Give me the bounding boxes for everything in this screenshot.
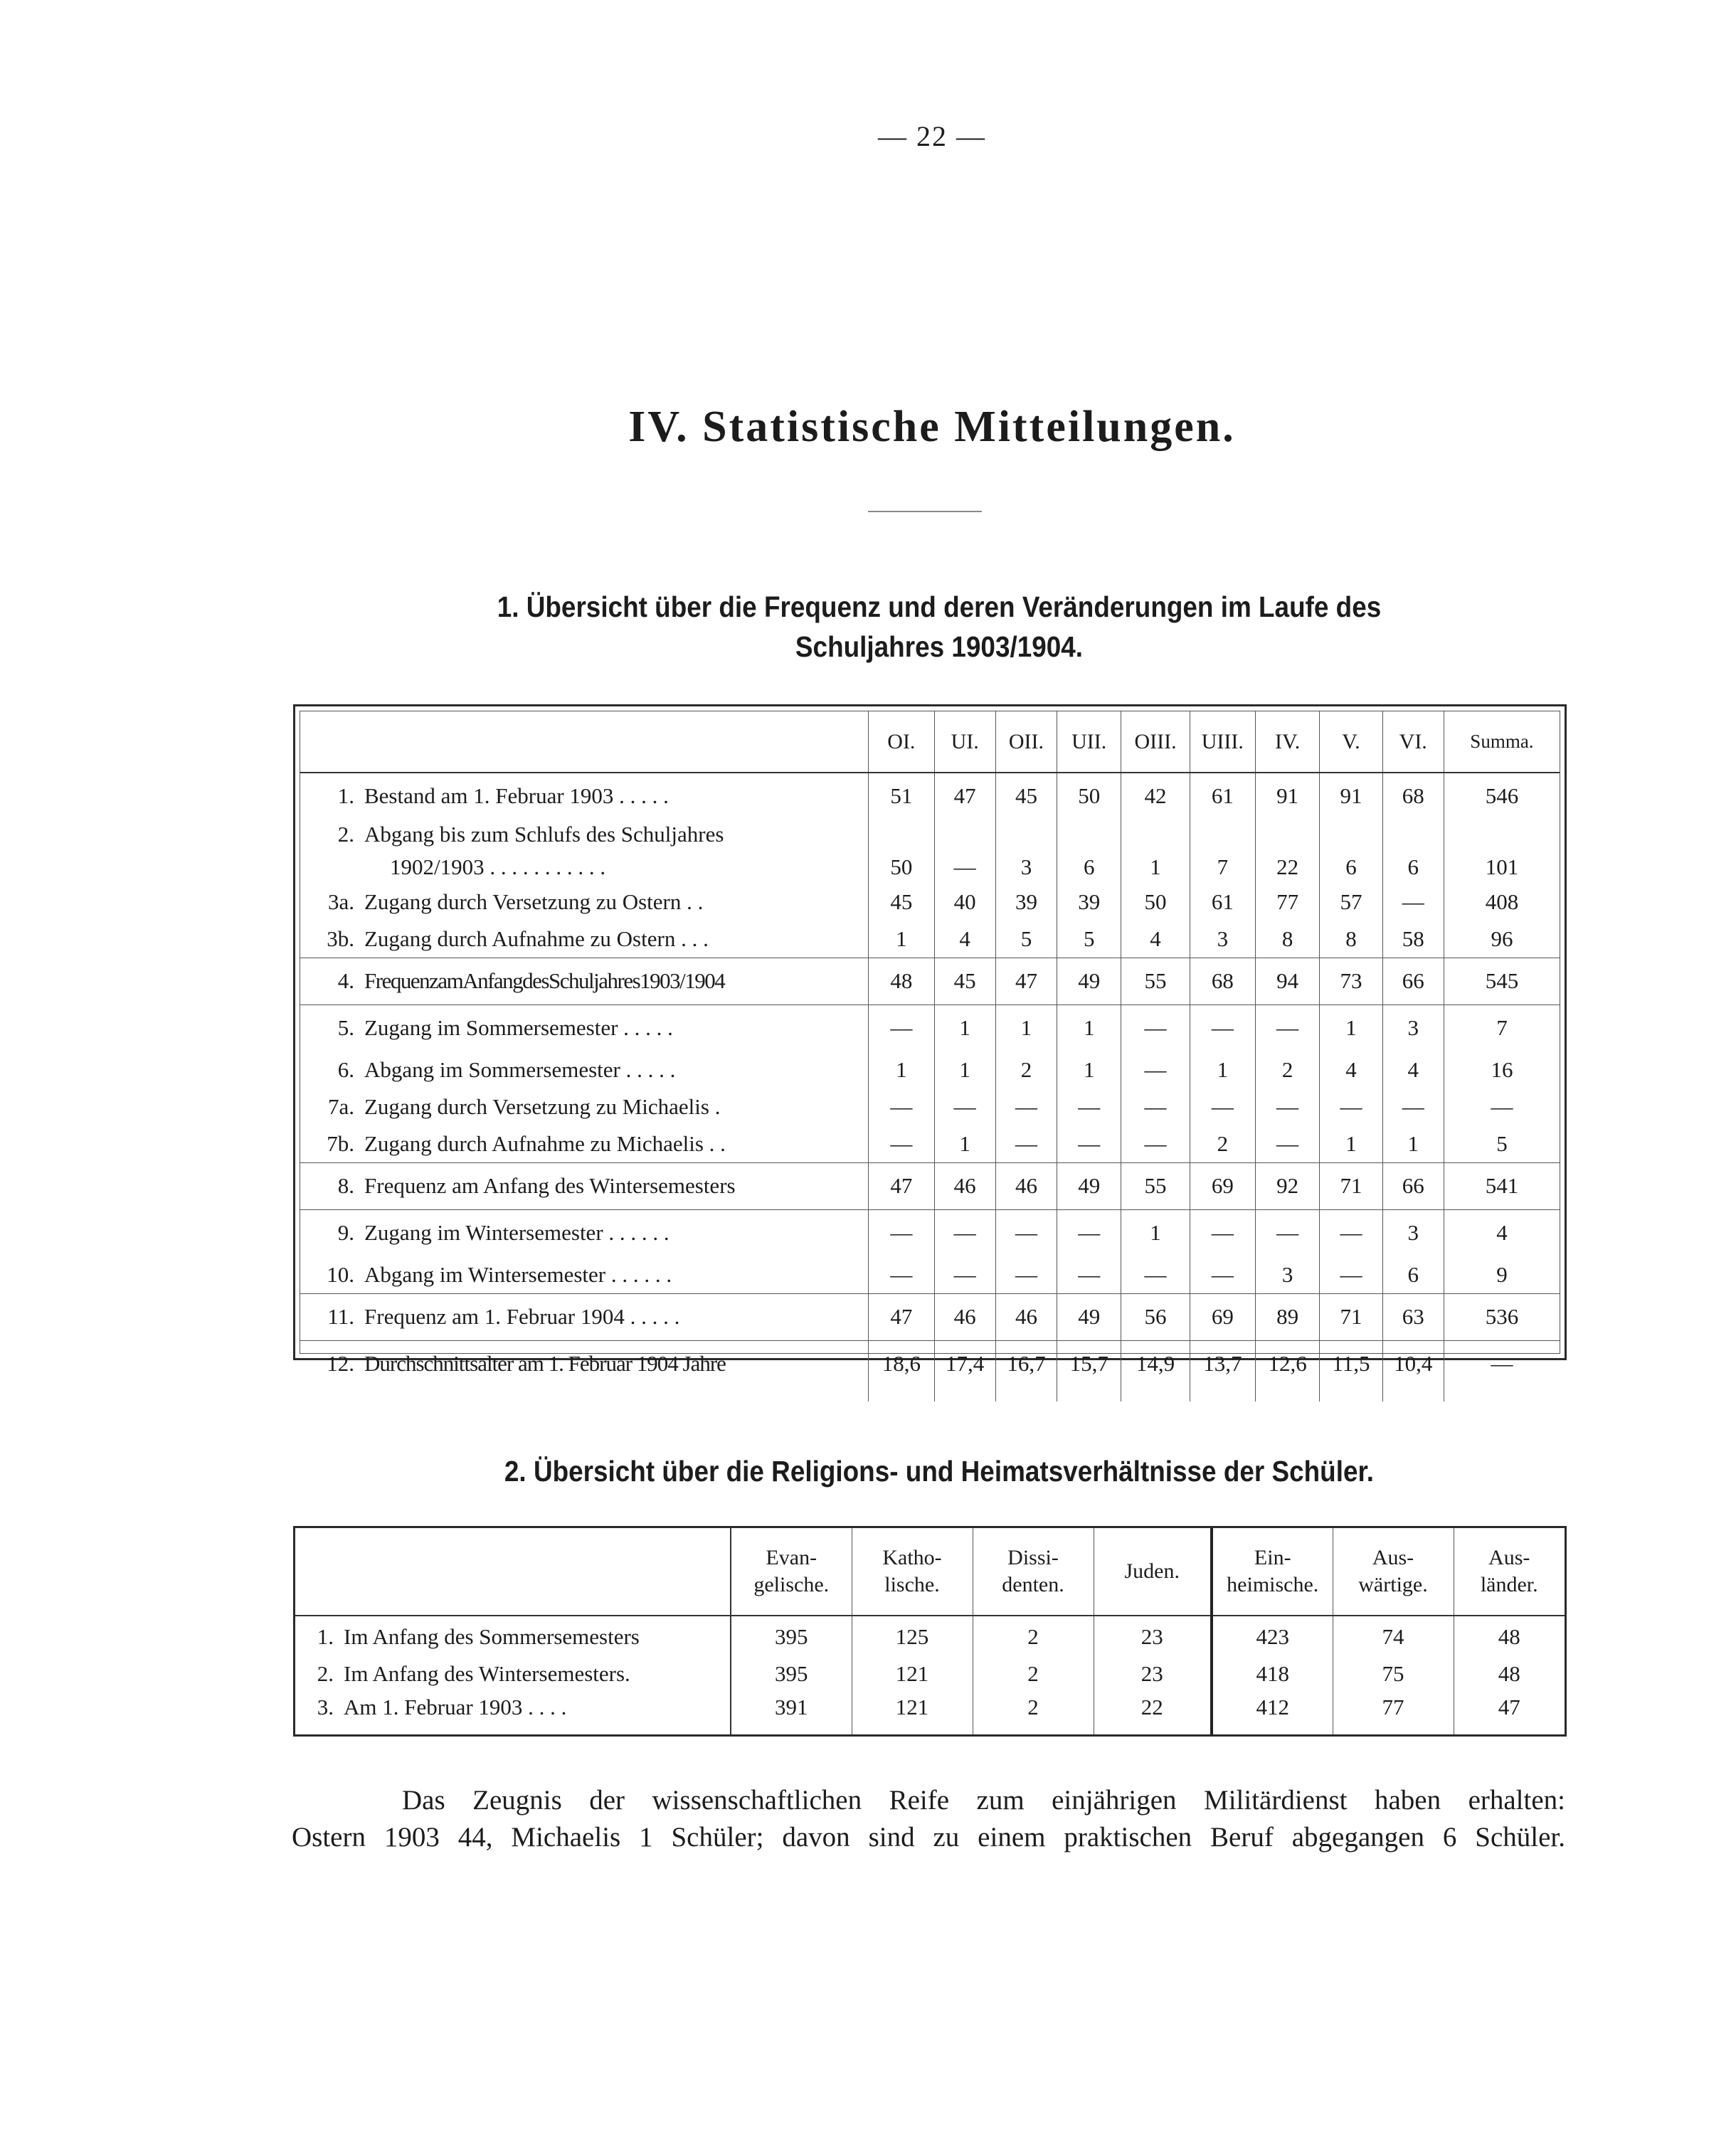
table-row <box>295 1616 1565 1657</box>
table-cell: 50 <box>1121 884 1190 921</box>
table-cell: 4 <box>1382 1051 1444 1088</box>
table-cell: 1 <box>1382 1125 1444 1162</box>
table-cell: 49 <box>1057 1162 1121 1209</box>
table-cell: 2 <box>973 1657 1094 1690</box>
table-cell: 536 <box>1444 1293 1560 1340</box>
row-label-text: Abgang im Wintersemester . . . . . . <box>364 1261 672 1287</box>
table-cell: 7 <box>1190 851 1255 884</box>
table-cell: 68 <box>1190 958 1255 1005</box>
table-cell: 45 <box>934 958 995 1005</box>
col-header-line2: lische. <box>884 1573 940 1597</box>
table-cell: 46 <box>995 1293 1057 1340</box>
table-cell: 13,7 <box>1190 1340 1255 1387</box>
table-cell: 395 <box>731 1616 852 1657</box>
main-title: IV. Statistische Mitteilungen. <box>628 403 1236 451</box>
table-cell: — <box>1256 1125 1320 1162</box>
table-cell: 47 <box>934 773 995 818</box>
table-cell: — <box>995 1209 1057 1256</box>
table-cell: 125 <box>852 1616 973 1657</box>
table-cell: 77 <box>1333 1690 1454 1724</box>
col-header <box>731 1528 852 1616</box>
table-cell: 121 <box>852 1657 973 1690</box>
table-cell: — <box>1382 884 1444 921</box>
table-cell: 91 <box>1256 773 1320 818</box>
table-row <box>295 1657 1565 1690</box>
col-header-summa: Summa. <box>1444 711 1560 773</box>
table-cell: — <box>869 1005 934 1051</box>
table-cell: 1 <box>1121 1209 1190 1256</box>
table-cell: — <box>995 1256 1057 1293</box>
table-cell: 1 <box>1190 1051 1255 1088</box>
table-cell: 4 <box>1121 921 1190 958</box>
row-number: 1. <box>317 1623 334 1649</box>
page-number: — 22 — <box>878 120 986 152</box>
table-cell: 545 <box>1444 958 1560 1005</box>
table-cell: — <box>869 1125 934 1162</box>
table-cell: 61 <box>1190 773 1255 818</box>
table-cell: 6 <box>1320 851 1382 884</box>
table-cell: 46 <box>934 1162 995 1209</box>
header-blank <box>295 1528 731 1616</box>
section1-title-line1: 1. Übersicht über die Frequenz und deren Veränderungen im Laufe des <box>497 590 1382 623</box>
row-number: 12. <box>327 1351 354 1377</box>
table-cell: 4 <box>1444 1209 1560 1256</box>
table-cell: 68 <box>1382 773 1444 818</box>
table-cell: — <box>1256 1209 1320 1256</box>
table-cell: 49 <box>1057 1293 1121 1340</box>
table-cell: 50 <box>1057 773 1121 818</box>
header-blank <box>300 711 869 773</box>
table-cell: 6 <box>1382 851 1444 884</box>
table-cell: 39 <box>1057 884 1121 921</box>
row-label <box>300 1162 869 1209</box>
row-label-text: Im Anfang des Sommersemesters <box>344 1623 640 1649</box>
col-header <box>1454 1528 1565 1616</box>
table-cell: — <box>1320 1256 1382 1293</box>
table-cell: 49 <box>1057 958 1121 1005</box>
col-header-line1: Ein- <box>1254 1546 1291 1570</box>
table-cell: 1 <box>1057 1005 1121 1051</box>
col-header: IV. <box>1256 711 1320 773</box>
table-cell: — <box>1121 1256 1190 1293</box>
row-label <box>300 1005 869 1051</box>
table-cell: — <box>1190 1088 1255 1125</box>
row-label-text: Abgang bis zum Schlufs des Schuljahres <box>364 822 724 847</box>
table-cell: 418 <box>1212 1657 1333 1690</box>
table-cell: 7 <box>1444 1005 1560 1051</box>
row-label-text: Frequenz am Anfang des Wintersemesters <box>364 1173 736 1198</box>
table-cell: 22 <box>1256 851 1320 884</box>
table-cell: — <box>995 1088 1057 1125</box>
table-row <box>300 958 1560 1005</box>
table-cell: — <box>934 1256 995 1293</box>
row-label <box>300 1051 869 1088</box>
table-cell: 1 <box>934 1005 995 1051</box>
table-cell: 1 <box>1320 1005 1382 1051</box>
table-cell: 2 <box>1256 1051 1320 1088</box>
col-header-line1: Aus- <box>1372 1546 1414 1570</box>
table-cell: 58 <box>1382 921 1444 958</box>
table-cell: 40 <box>934 884 995 921</box>
table-cell: 39 <box>995 884 1057 921</box>
table-cell: 11,5 <box>1320 1340 1382 1387</box>
table-cell: 47 <box>1454 1690 1565 1724</box>
row-number: 5. <box>337 1015 354 1041</box>
col-header: OI. <box>869 711 934 773</box>
table-cell: — <box>1320 1209 1382 1256</box>
row-number: 10. <box>327 1261 354 1287</box>
table-cell: 546 <box>1444 773 1560 818</box>
col-header-line2: gelische. <box>753 1573 830 1597</box>
row-number: 3. <box>317 1694 334 1719</box>
row-label-text: Im Anfang des Wintersemesters. <box>344 1660 630 1686</box>
closing-paragraph <box>292 1782 1565 1856</box>
col-header <box>1094 1528 1212 1616</box>
table-cell: 47 <box>869 1293 934 1340</box>
col-header <box>1333 1528 1454 1616</box>
row-label <box>300 818 869 851</box>
table-cell: 2 <box>973 1690 1094 1724</box>
row-number: 7a. <box>327 1094 354 1119</box>
table-cell: 45 <box>995 773 1057 818</box>
row-label <box>300 958 869 1005</box>
table-cell: — <box>1057 1088 1121 1125</box>
col-header-line1: Juden. <box>1124 1559 1180 1584</box>
table-cell: 9 <box>1444 1256 1560 1293</box>
table-cell: 77 <box>1256 884 1320 921</box>
table-cell: — <box>1057 1256 1121 1293</box>
table-cell: 47 <box>869 1162 934 1209</box>
table-cell: 423 <box>1212 1616 1333 1657</box>
row-label-text: Zugang durch Versetzung zu Ostern . . <box>364 889 704 914</box>
row-label-text: Bestand am 1. Februar 1903 . . . . . <box>364 783 669 808</box>
table-row <box>300 1293 1560 1340</box>
religion-table-header <box>295 1528 1565 1616</box>
table-row <box>300 1088 1560 1125</box>
table-cell: 71 <box>1320 1162 1382 1209</box>
row-label-text: Durchschnittsalter am 1. Februar 1904 Jahre <box>364 1351 726 1377</box>
table-cell: 66 <box>1382 958 1444 1005</box>
col-header-line2: denten. <box>1002 1573 1064 1597</box>
row-label <box>300 921 869 958</box>
table-cell: 5 <box>995 921 1057 958</box>
table-row <box>300 1005 1560 1051</box>
row-number: 3b. <box>327 926 354 951</box>
frequency-table <box>293 704 1567 1377</box>
table-cell: 2 <box>973 1616 1094 1657</box>
row-number: 1. <box>337 783 354 808</box>
table-cell: — <box>1121 1051 1190 1088</box>
table-cell: 42 <box>1121 773 1190 818</box>
col-header: VI. <box>1382 711 1444 773</box>
row-label-cont <box>300 851 869 884</box>
table-cell: 4 <box>934 921 995 958</box>
col-header-line1: Katho- <box>882 1546 942 1570</box>
table-cell: 16 <box>1444 1051 1560 1088</box>
col-header <box>973 1528 1094 1616</box>
row-label <box>295 1657 731 1690</box>
table-cell: 22 <box>1094 1690 1212 1724</box>
table-cell: 48 <box>1454 1657 1565 1690</box>
table-cell: 1 <box>934 1125 995 1162</box>
table-cell: 57 <box>1320 884 1382 921</box>
row-label-text: Am 1. Februar 1903 . . . . <box>344 1694 567 1719</box>
closing-line2: Ostern 1903 44, Michaelis 1 Schüler; davon sind zu einem praktischen Beruf abgegangen 6 Schüler. <box>292 1822 1565 1852</box>
table-cell: 55 <box>1121 1162 1190 1209</box>
col-header-line1: Evan- <box>766 1546 817 1570</box>
table-cell: 51 <box>869 773 934 818</box>
row-label-text: Zugang durch Aufnahme zu Michaelis . . <box>364 1130 726 1156</box>
table-cell: — <box>934 1088 995 1125</box>
row-label-text: Zugang durch Versetzung zu Michaelis . <box>364 1094 721 1119</box>
table-cell: 1 <box>1320 1125 1382 1162</box>
table-cell: — <box>1444 1340 1560 1387</box>
table-cell: 69 <box>1190 1162 1255 1209</box>
table-cell: 45 <box>869 884 934 921</box>
col-header-line1: Aus- <box>1488 1546 1530 1570</box>
row-label-text: 1902/1903 . . . . . . . . . . . <box>390 854 606 879</box>
table-row <box>300 1340 1560 1387</box>
col-header: V. <box>1320 711 1382 773</box>
table-row <box>300 1125 1560 1162</box>
table-cell: — <box>1256 1005 1320 1051</box>
row-label <box>300 1209 869 1256</box>
table-cell: — <box>1256 1088 1320 1125</box>
table-row <box>300 921 1560 958</box>
table-cell: 71 <box>1320 1293 1382 1340</box>
table-cell: 55 <box>1121 958 1190 1005</box>
section2-title: 2. Übersicht über die Religions- und Heimatsverhältnisse der Schüler. <box>504 1455 1375 1488</box>
table-row <box>300 851 1560 884</box>
table-cell: 47 <box>995 958 1057 1005</box>
col-header-line2: länder. <box>1480 1573 1538 1597</box>
table-row <box>300 1162 1560 1209</box>
row-label <box>300 773 869 818</box>
table-cell: 74 <box>1333 1616 1454 1657</box>
col-header: OIII. <box>1121 711 1190 773</box>
table-cell: 8 <box>1256 921 1320 958</box>
table-cell: 121 <box>852 1690 973 1724</box>
table-cell: 46 <box>934 1293 995 1340</box>
row-number: 2. <box>317 1660 334 1686</box>
table-cell: — <box>869 1209 934 1256</box>
table-cell: 3 <box>995 851 1057 884</box>
table-cell: 94 <box>1256 958 1320 1005</box>
table-cell: 17,4 <box>934 1340 995 1387</box>
table-cell: 1 <box>995 1005 1057 1051</box>
title-divider <box>868 511 982 512</box>
row-label-text: Abgang im Sommersemester . . . . . <box>364 1057 676 1082</box>
table-cell: 63 <box>1382 1293 1444 1340</box>
row-label <box>300 1125 869 1162</box>
col-header-line2: heimische. <box>1227 1573 1319 1597</box>
table-cell: — <box>1190 1256 1255 1293</box>
table-cell: — <box>934 1209 995 1256</box>
table-cell: 15,7 <box>1057 1340 1121 1387</box>
section1-title <box>478 587 1400 667</box>
row-number: 11. <box>327 1304 354 1329</box>
row-label <box>295 1616 731 1657</box>
table-cell: 3 <box>1190 921 1255 958</box>
row-number: 8. <box>337 1173 354 1198</box>
table-cell: 4 <box>1320 1051 1382 1088</box>
table-cell: 541 <box>1444 1162 1560 1209</box>
table-cell: 48 <box>1454 1616 1565 1657</box>
frequency-table-header <box>300 711 1560 773</box>
table-cell: 1 <box>1057 1051 1121 1088</box>
table-row <box>300 884 1560 921</box>
row-label <box>300 1340 869 1387</box>
table-cell: 3 <box>1382 1005 1444 1051</box>
table-cell: — <box>1320 1088 1382 1125</box>
table-row <box>300 1209 1560 1256</box>
table-cell: — <box>1057 1209 1121 1256</box>
row-label-text: Frequenz am 1. Februar 1904 . . . . . <box>364 1304 680 1329</box>
table-cell: 66 <box>1382 1162 1444 1209</box>
table-cell: 10,4 <box>1382 1340 1444 1387</box>
table-cell: 5 <box>1057 921 1121 958</box>
table-cell: 391 <box>731 1690 852 1724</box>
table-cell: 96 <box>1444 921 1560 958</box>
col-header-line2: wärtige. <box>1358 1573 1428 1597</box>
col-header <box>852 1528 973 1616</box>
row-label-text: Zugang im Wintersemester . . . . . . <box>364 1220 669 1246</box>
table-row <box>300 1256 1560 1293</box>
table-cell: — <box>1057 1125 1121 1162</box>
table-cell: 395 <box>731 1657 852 1690</box>
table-cell: — <box>869 1256 934 1293</box>
table-cell: — <box>995 1125 1057 1162</box>
table-cell: — <box>1121 1125 1190 1162</box>
col-header: OII. <box>995 711 1057 773</box>
table-cell: — <box>1121 1005 1190 1051</box>
table-cell: 18,6 <box>869 1340 934 1387</box>
table-cell: 23 <box>1094 1616 1212 1657</box>
row-label <box>300 1088 869 1125</box>
closing-line1: Das Zeugnis der wissenschaftlichen Reife zum einjährigen Militärdienst haben erhalten: <box>402 1785 1565 1816</box>
row-number: 4. <box>337 968 354 993</box>
table-cell: 14,9 <box>1121 1340 1190 1387</box>
table-cell: — <box>1382 1088 1444 1125</box>
table-cell: 69 <box>1190 1293 1255 1340</box>
row-number: 2. <box>337 822 354 847</box>
table-cell: 61 <box>1190 884 1255 921</box>
table-cell: 2 <box>995 1051 1057 1088</box>
table-cell: 1 <box>934 1051 995 1088</box>
col-header <box>1212 1528 1333 1616</box>
table-row <box>300 1051 1560 1088</box>
table-cell: 3 <box>1256 1256 1320 1293</box>
table-cell: 89 <box>1256 1293 1320 1340</box>
col-header: UI. <box>934 711 995 773</box>
table-cell: 8 <box>1320 921 1382 958</box>
col-header-line1: Dissi- <box>1007 1546 1059 1570</box>
row-label <box>295 1690 731 1724</box>
table-cell: 412 <box>1212 1690 1333 1724</box>
row-number: 9. <box>337 1220 354 1246</box>
table-cell: 408 <box>1444 884 1560 921</box>
table-cell: 101 <box>1444 851 1560 884</box>
table-cell: — <box>1190 1005 1255 1051</box>
row-label-text: FrequenzamAnfangdesSchuljahres1903/1904 <box>364 968 725 993</box>
table-cell: 91 <box>1320 773 1382 818</box>
table-cell: 48 <box>869 958 934 1005</box>
table-cell: 46 <box>995 1162 1057 1209</box>
row-number: 6. <box>337 1057 354 1082</box>
table-cell: 16,7 <box>995 1340 1057 1387</box>
row-number: 3a. <box>327 889 354 914</box>
col-header: UII. <box>1057 711 1121 773</box>
table-cell: 75 <box>1333 1657 1454 1690</box>
table-cell: 2 <box>1190 1125 1255 1162</box>
table-cell: 23 <box>1094 1657 1212 1690</box>
table-cell: — <box>1444 1088 1560 1125</box>
table-row <box>300 773 1560 818</box>
row-number: 7b. <box>327 1130 354 1156</box>
table-cell: 6 <box>1382 1256 1444 1293</box>
religion-table <box>293 1526 1567 1737</box>
row-label <box>300 884 869 921</box>
table-cell: — <box>934 851 995 884</box>
table-cell: 6 <box>1057 851 1121 884</box>
row-label <box>300 1293 869 1340</box>
row-label-text: Zugang durch Aufnahme zu Ostern . . . <box>364 926 709 951</box>
col-header: UIII. <box>1190 711 1255 773</box>
table-cell: — <box>869 1088 934 1125</box>
table-cell: 73 <box>1320 958 1382 1005</box>
table-cell: 92 <box>1256 1162 1320 1209</box>
table-row <box>300 818 1560 851</box>
table-cell: 12,6 <box>1256 1340 1320 1387</box>
table-cell: — <box>1190 1209 1255 1256</box>
table-cell: 50 <box>869 851 934 884</box>
table-cell: 1 <box>869 1051 934 1088</box>
table-cell: 5 <box>1444 1125 1560 1162</box>
table-cell: 1 <box>869 921 934 958</box>
table-row <box>295 1690 1565 1724</box>
section1-title-line2: Schuljahres 1903/1904. <box>795 630 1084 663</box>
table-cell: 1 <box>1121 851 1190 884</box>
row-label <box>300 1256 869 1293</box>
table-cell: — <box>1121 1088 1190 1125</box>
table-cell: 56 <box>1121 1293 1190 1340</box>
table-cell: 3 <box>1382 1209 1444 1256</box>
row-label-text: Zugang im Sommersemester . . . . . <box>364 1015 673 1041</box>
